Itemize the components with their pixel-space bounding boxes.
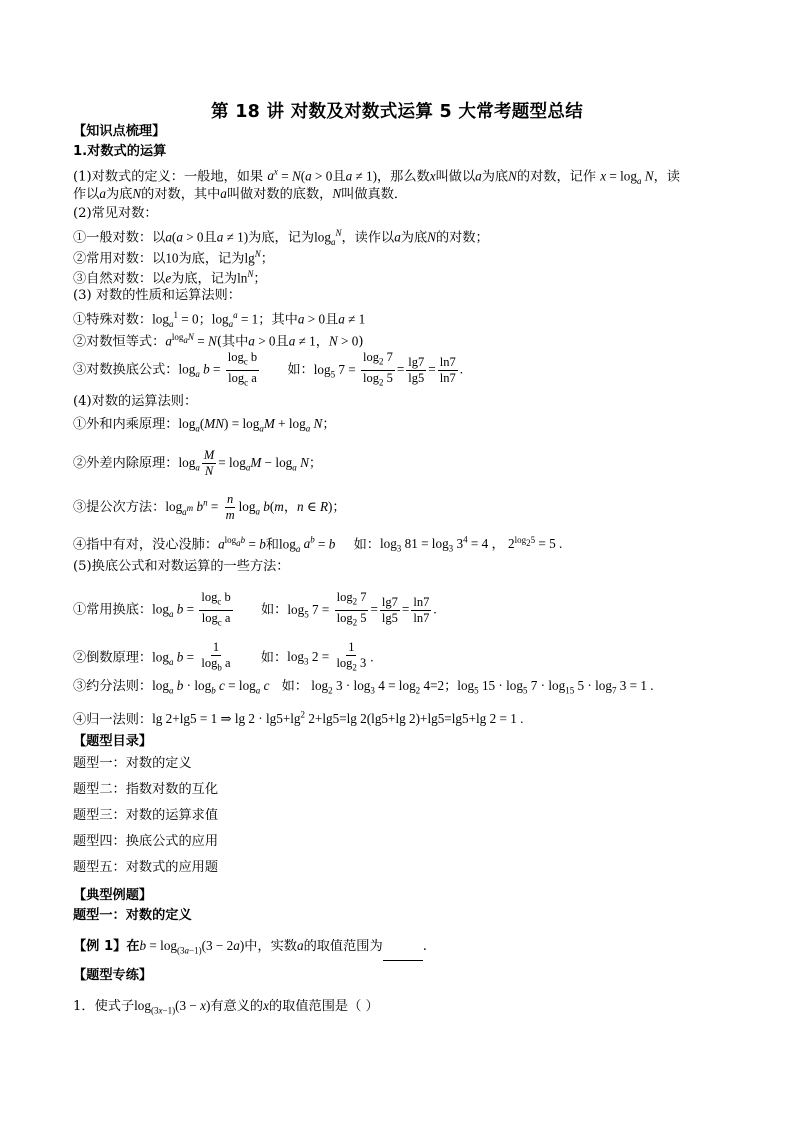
common-log-general: ①一般对数：以a(a > 0且a ≠ 1)为底，记为$\log_a^N$，读作以a为底N的对数；	[73, 228, 489, 248]
property-change-of-base: ③对数换底公式：$\log_a b$ = $\frac{\log_c b}{\log_c a}$ 如：$\log_5 7$ = $\frac{\log_2 7}{\log_2 5}$ = $\frac{\lg 7}{\lg 5}$ = $\frac{\ln 7}{\ln 7}$ .	[73, 350, 463, 387]
answer-blank	[383, 948, 423, 961]
rules-title: (4)对数的运算法则：	[73, 394, 198, 409]
methods-title: (5)换底公式和对数运算的一些方法：	[73, 559, 290, 574]
catalog-item-5: 题型五：对数式的应用题	[73, 860, 219, 875]
common-log-base10: ②常用对数：以10为底，记为$\lg^N$；	[73, 249, 274, 267]
properties-title: (3) 对数的性质和运算法则：	[73, 288, 241, 303]
page-title: 第 18 讲 对数及对数式运算 5 大常考题型总结	[211, 102, 583, 122]
heading-practice: 【题型专练】	[73, 968, 153, 983]
catalog-item-2: 题型二：指数对数的互化	[73, 782, 219, 797]
rule-power: ③提公次方法：$\log_{a^m} b^n$ = $\frac{n}{m}$ $\log_a b(m$，n ∈ R)；	[73, 492, 346, 522]
catalog-item-1: 题型一：对数的定义	[73, 756, 192, 771]
common-log-natural: ③自然对数：以e为底，记为$\ln^N$；	[73, 269, 267, 287]
rule-identity-example: ④指中有对，没心没肺：$a^{log_ab} = b$和$\log_a a^b = b$ 如：$\log_3 81 = \log_3 3^4 = 4$ ， $2^{log_25} = 5$ .	[73, 535, 563, 555]
common-logs-title: (2)常见对数：	[73, 206, 158, 221]
property-special-logs: ①特殊对数：$\log_a^1 = 0$；$\log_a^a = 1$；其中a > 0且a ≠ 1	[73, 310, 366, 330]
rule-quotient: ②外差内除原理：$\log_a$ $\frac{M}{N}$ = $\log_aM - \log_a N$；	[73, 448, 323, 478]
heading-type1: 题型一：对数的定义	[73, 908, 192, 923]
practice-question-1: 1．使式子$\log_{(3x-1)}(3 - x)$有意义的x的取值范围是（ ）	[73, 998, 379, 1016]
catalog-item-3: 题型三：对数的运算求值	[73, 808, 219, 823]
definition-line-1: (1)对数式的定义：一般地，如果 $a^x = N(a > 0$且a ≠ 1)，那么数x叫做以a为底N的对数，记作 $x = \log_a N$，读	[73, 167, 680, 187]
heading-knowledge: 【知识点梳理】	[73, 124, 166, 139]
rule-product: ①外和内乘原理：$\log_a(MN) = \log_aM + \log_a N$；	[73, 416, 336, 434]
method-reciprocal: ②倒数原理：$\log_a b$ = $\frac{1}{\log_b a}$ 如：$\log_3 2$ = $\frac{1}{\log_2 3}$ .	[73, 640, 374, 673]
definition-line-2: 作以a为底N的对数，其中a叫做对数的底数，N叫做真数．	[73, 186, 408, 202]
example-1: 【例 1】在$b = \log_{(3a-1)}(3 - 2a)$中，实数a的取值范围为 .	[73, 936, 736, 961]
heading-catalog: 【题型目录】	[73, 734, 153, 749]
method-cancellation: ③约分法则：$\log_a b \cdot \log_b c = \log_a c$ 如： $\log_2 3 \cdot \log_3 4 = \log_2 4=2$；$\log_5 15 \cdot \log_5 7 \cdot \log_{15} 5 \cdot \log_7 3 = 1$ .	[73, 678, 654, 696]
method-change-of-base: ①常用换底：$\log_a b$ = $\frac{\log_c b}{\log_c a}$ 如：$\log_5 7$ = $\frac{\log_2 7}{\log_2 5}$ = $\frac{\lg 7}{\lg 5}$ = $\frac{\ln 7}{\ln 7}$ .	[73, 590, 437, 627]
heading-section1: 1.对数式的运算	[73, 144, 167, 159]
method-unify: ④归一法则：lg 2+lg5 = 1 ⇒ $\lg 2 \cdot \lg 5+\lg^2$ 2+lg5=lg 2(lg5+lg 2)+lg5=lg5+lg 2 = 1 .	[73, 710, 524, 728]
heading-examples: 【典型例题】	[73, 888, 153, 903]
catalog-item-4: 题型四：换底公式的应用	[73, 834, 219, 849]
property-identity: ②对数恒等式：$a^{log_aN} = N$(其中a > 0且a ≠ 1，N > 0)	[73, 332, 364, 350]
